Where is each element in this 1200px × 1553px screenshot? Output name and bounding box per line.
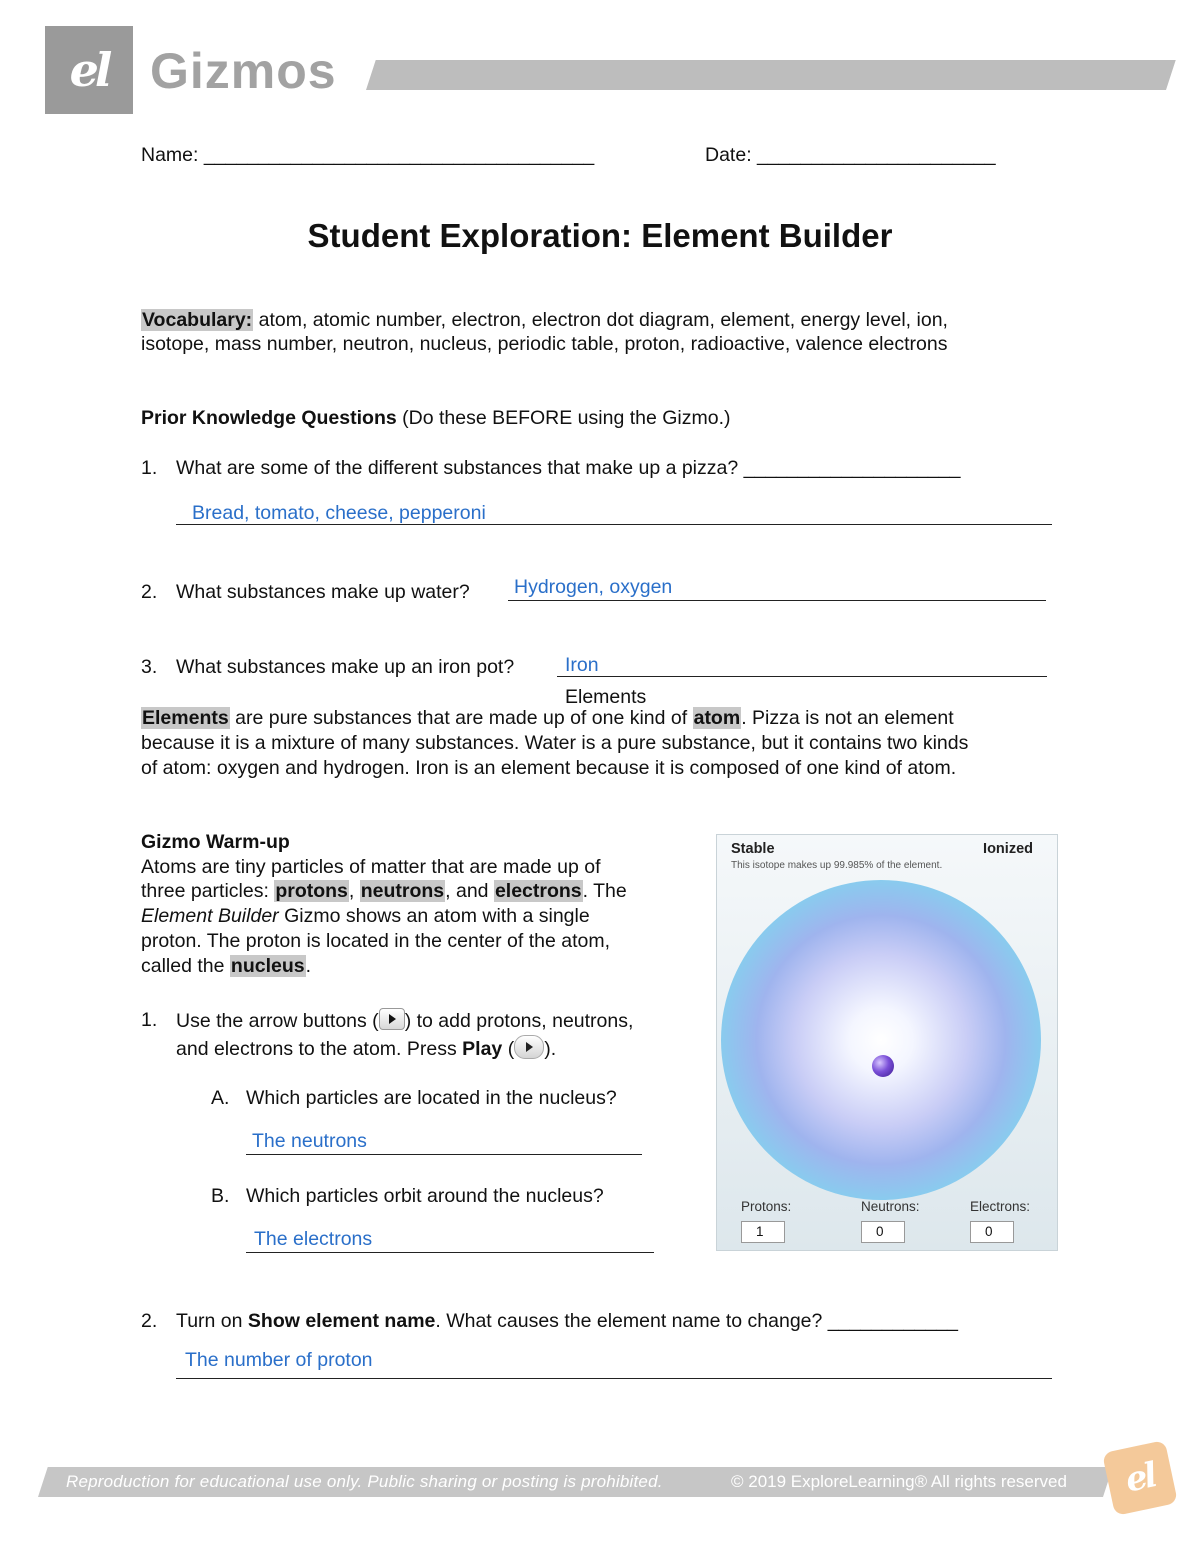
comma: , <box>348 880 360 902</box>
step-2-text-b: . What causes the element name to change? ____________ <box>435 1310 958 1332</box>
electron-cloud <box>721 880 1041 1200</box>
vocabulary-line-2: isotope, mass number, neutron, nucleus, periodic table, proton, radioactive, valence electrons <box>141 333 948 355</box>
question-b-text: Which particles orbit around the nucleus? <box>246 1185 604 1207</box>
prior-q3-answer-line <box>557 676 1047 677</box>
arrow-button-icon <box>379 1008 405 1030</box>
elements-paragraph-line-3: of atom: oxygen and hydrogen. Iron is an element because it is composed of one kind of atom. <box>141 757 957 779</box>
question-a-text: Which particles are located in the nucleus? <box>246 1087 617 1109</box>
and-text: , and <box>445 880 494 902</box>
header-bar <box>366 60 1176 90</box>
warmup-line-2 <box>141 879 627 904</box>
warmup-line-3-text: Gizmo shows an atom with a single <box>278 905 590 927</box>
footer-copyright: © 2019 ExploreLearning® All rights reserved <box>731 1472 1067 1491</box>
neutrons-label: Neutrons: <box>861 1199 920 1214</box>
prior-q3-number: 3. <box>141 656 158 678</box>
warmup-step-1-line-1 <box>176 1008 633 1034</box>
isotope-note: This isotope makes up 99.985% of the element. <box>731 860 943 871</box>
warmup-step-1-line-2 <box>176 1035 556 1062</box>
elements-paragraph-line-2: because it is a mixture of many substances. Water is a pure substance, but it contains two kinds <box>141 732 969 754</box>
prior-q2-answer[interactable]: Hydrogen, oxygen <box>514 576 673 598</box>
warmup-line-2-end: . The <box>582 880 627 902</box>
prior-heading-note: (Do these BEFORE using the Gizmo.) <box>396 407 731 429</box>
prior-q1-answer[interactable]: Bread, tomato, cheese, pepperoni <box>192 502 486 524</box>
date-label: Date: <box>705 144 758 166</box>
play-button-icon <box>514 1035 544 1059</box>
elements-heading: Elements <box>565 686 647 708</box>
prior-q2-number: 2. <box>141 581 158 603</box>
step-1-text-c: and electrons to the atom. Press <box>176 1038 463 1060</box>
question-b-answer-line <box>246 1252 654 1253</box>
step-2-answer-line <box>176 1378 1052 1379</box>
step-1-text-a: Use the arrow buttons ( <box>176 1010 379 1032</box>
prior-q2-answer-line <box>508 600 1046 601</box>
prior-q1-answer-line <box>176 524 1052 525</box>
warmup-line-5 <box>141 954 311 979</box>
warmup-line-3 <box>141 904 590 929</box>
question-a-letter: A. <box>211 1087 230 1109</box>
step-2-answer[interactable]: The number of proton <box>185 1349 373 1371</box>
warmup-line-2-start: three particles: <box>141 880 275 902</box>
protons-term: protons <box>275 880 348 902</box>
date-line: ______________________ <box>757 144 996 166</box>
elements-text-2: . Pizza is not an element <box>741 707 954 729</box>
date-field <box>705 143 996 168</box>
warmup-step-2-text <box>176 1309 958 1334</box>
protons-label: Protons: <box>741 1199 792 1214</box>
electrons-count: 0 <box>970 1221 1014 1243</box>
question-a-answer-line <box>246 1154 642 1155</box>
prior-q3-text: What substances make up an iron pot? <box>176 656 515 678</box>
footer-reproduction-notice: Reproduction for educational use only. Public sharing or posting is prohibited. <box>66 1472 663 1491</box>
nucleus-proton <box>872 1055 894 1077</box>
prior-knowledge-heading <box>141 406 731 431</box>
warmup-heading: Gizmo Warm-up <box>141 831 290 853</box>
page-title: Student Exploration: Element Builder <box>307 217 893 254</box>
question-a-answer[interactable]: The neutrons <box>252 1130 367 1152</box>
prior-q1-number: 1. <box>141 457 158 479</box>
element-builder-title: Element Builder <box>141 905 279 927</box>
vocabulary-label: Vocabulary: <box>142 309 253 331</box>
vocabulary-text-1: atom, atomic number, electron, electron dot diagram, element, energy level, ion, <box>253 309 948 331</box>
vocabulary-line-1 <box>141 308 948 333</box>
stable-label: Stable <box>731 841 775 857</box>
gizmos-logo <box>45 26 133 114</box>
prior-q3-answer[interactable]: Iron <box>565 654 599 676</box>
nucleus-term: nucleus <box>230 955 305 977</box>
name-field <box>141 143 594 168</box>
step-1-text-b: ) to add protons, neutrons, <box>404 1010 634 1032</box>
footer-logo-text: el <box>1121 1455 1159 1501</box>
elements-paragraph-line-1 <box>141 706 954 731</box>
warmup-line-5-start: called the <box>141 955 230 977</box>
elements-text-1: are pure substances that are made up of one kind of <box>229 707 693 729</box>
explorelearning-logo <box>1102 1440 1178 1516</box>
step-1-text-e: ). <box>544 1038 557 1060</box>
step-1-text-d: ( <box>502 1038 515 1060</box>
electrons-label: Electrons: <box>970 1199 1031 1214</box>
gizmo-screenshot <box>716 834 1058 1251</box>
atom-term: atom <box>693 707 741 729</box>
warmup-line-1: Atoms are tiny particles of matter that are made up of <box>141 856 601 878</box>
protons-count: 1 <box>741 1221 785 1243</box>
prior-heading-text: Prior Knowledge Questions <box>141 407 397 429</box>
neutrons-term: neutrons <box>360 880 445 902</box>
warmup-step-1-number: 1. <box>141 1009 158 1031</box>
electrons-term: electrons <box>494 880 582 902</box>
prior-q2-text: What substances make up water? <box>176 581 470 603</box>
brand-name: Gizmos <box>150 43 337 99</box>
warmup-line-4: proton. The proton is located in the center of the atom, <box>141 930 611 952</box>
play-term: Play <box>462 1038 503 1060</box>
warmup-line-5-end: . <box>305 955 312 977</box>
show-element-name-term: Show element name <box>247 1310 436 1332</box>
question-b-letter: B. <box>211 1185 230 1207</box>
step-2-text-a: Turn on <box>176 1310 248 1332</box>
warmup-step-2-number: 2. <box>141 1310 158 1332</box>
elements-term: Elements <box>142 707 229 729</box>
question-b-answer[interactable]: The electrons <box>254 1228 373 1250</box>
name-label: Name: <box>141 144 204 166</box>
neutrons-count: 0 <box>861 1221 905 1243</box>
ionized-label: Ionized <box>983 841 1033 857</box>
logo-text: el <box>69 43 109 97</box>
name-line: ____________________________________ <box>203 144 595 166</box>
prior-q1-text: What are some of the different substances that make up a pizza? ____________________ <box>176 457 961 479</box>
